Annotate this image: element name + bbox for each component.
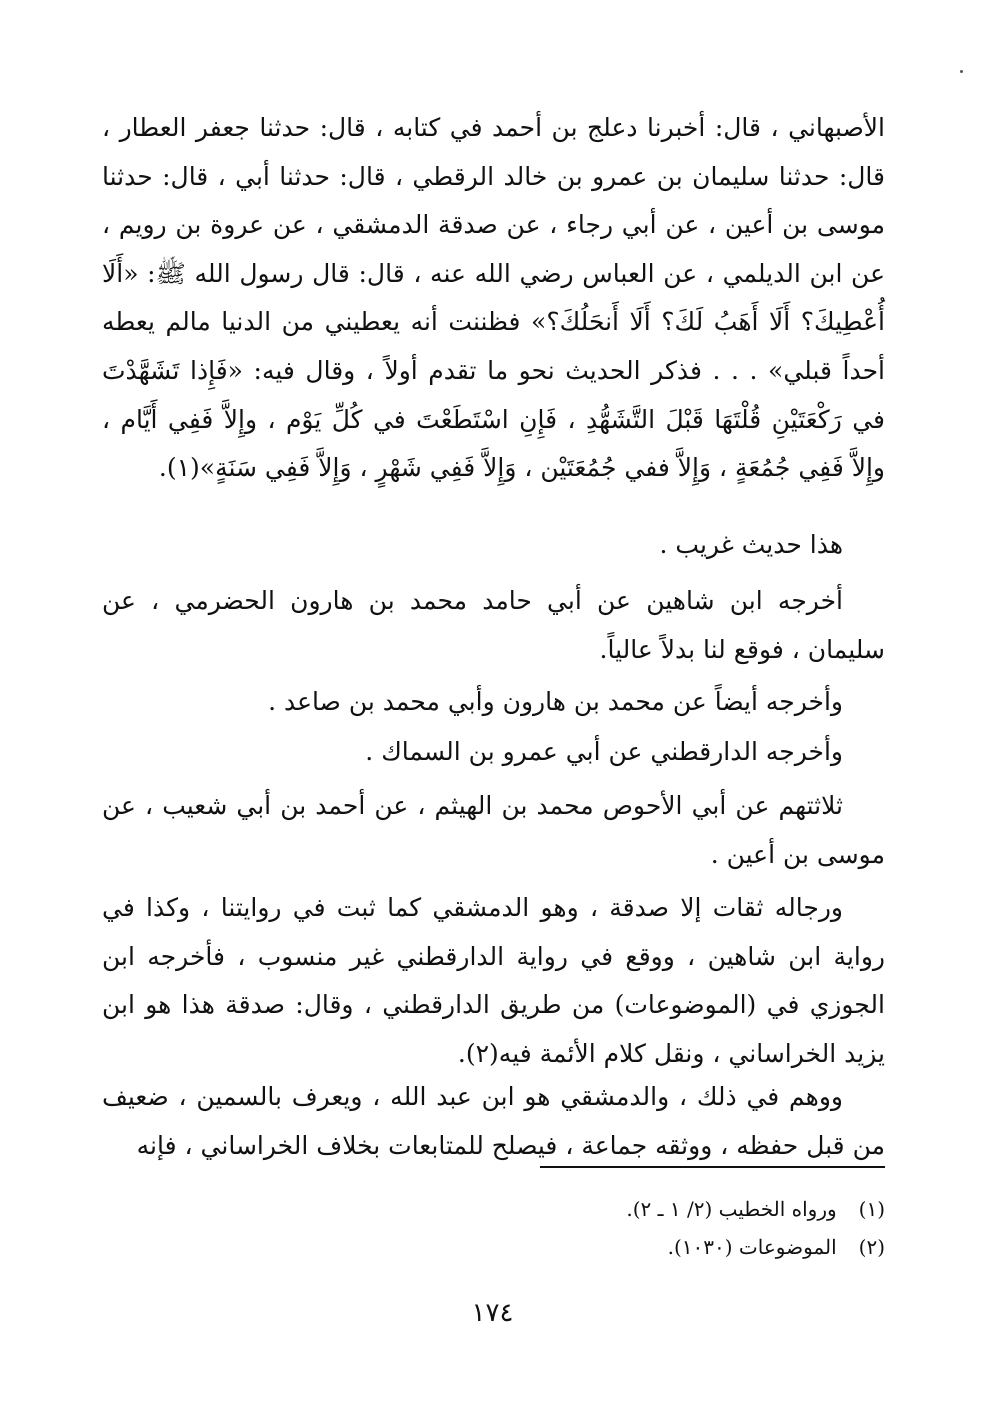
scan-speck bbox=[960, 70, 963, 73]
main-text-2 bbox=[102, 521, 885, 570]
footnote-1 bbox=[102, 1190, 885, 1228]
main-text-6 bbox=[102, 782, 885, 879]
footnote-number: (٢) bbox=[858, 1235, 885, 1259]
paragraph-wahm: ووهم في ذلك ، والدمشقي هو ابن عبد الله ، ويعرف بالسمين ، ضعيف من قبل حفظه ، ووثقه جماعة ، فيصلح للمتابعات بخلاف الخراساني ، فإنه bbox=[102, 1082, 885, 1160]
footnotes bbox=[102, 1190, 885, 1266]
paragraph-also: وأخرجه أيضاً عن محمد بن هارون وأبي محمد بن صاعد . bbox=[268, 687, 843, 716]
footnote-number: (١) bbox=[858, 1197, 885, 1221]
main-text-5 bbox=[102, 728, 885, 777]
footnote-text: الموضوعات (١٠٣٠). bbox=[667, 1235, 837, 1259]
main-text-4 bbox=[102, 678, 885, 727]
footnote-2 bbox=[102, 1228, 885, 1266]
paragraph-narrators: ورجاله ثقات إلا صدقة ، وهو الدمشقي كما ثبت في روايتنا ، وكذا في رواية ابن شاهين ، ووقع في رواية الدارقطني غير منسوب ، فأخرجه ابن الجوزي في (الموضوعات) من طريق الدارقطني ، وقال: صدقة هذا هو ابن يزيد الخراساني ، ونقل كلام الأئمة فيه(٢). bbox=[102, 893, 885, 1068]
footnote-text: ورواه الخطيب (٢/ ١ ـ ٢). bbox=[626, 1197, 837, 1221]
main-text-3 bbox=[102, 577, 885, 674]
paragraph-ibn-shahin: أخرجه ابن شاهين عن أبي حامد محمد بن هارون الحضرمي ، عن سليمان ، فوقع لنا بدلاً عالياً. bbox=[102, 586, 885, 664]
paragraph-daraqutni: وأخرجه الدارقطني عن أبي عمرو بن السماك . bbox=[365, 737, 843, 766]
paragraph-three-of-them: ثلاثتهم عن أبي الأحوص محمد بن الهيثم ، عن أحمد بن أبي شعيب ، عن موسى بن أعين . bbox=[102, 791, 885, 869]
footnote-divider bbox=[540, 1166, 885, 1168]
paragraph-hadith-chain: الأصبهاني ، قال: أخبرنا دعلج بن أحمد في كتابه ، قال: حدثنا جعفر العطار ، قال: حدثنا سليمان بن عمرو بن خالد الرقطي ، قال: حدثنا أبي ، قال: حدثنا موسى بن أعين ، عن أبي رجاء ، عن صدقة الدمشقي ، عن عروة بن رويم ، عن ابن الديلمي ، عن العباس رضي الله عنه ، قال: قال رسول الله ﷺ: «أَلَا أُعْطِيكَ؟ أَلَا أَهَبُ لَكَ؟ أَلَا أَنحَلُكَ؟» فظننت أنه يعطيني من الدنيا مالم يعطه أحداً قبلي» . . . فذكر الحديث نحو ما تقدم أولاً ، وقال فيه: «فَإِذا تَشَهَّدْتَ في رَكْعَتَيْنِ قُلْتَهَا قَبْلَ التَّشَهُّدِ ، فَإِنِ اسْتَطَعْتَ في كُلِّ يَوْم ، وإِلاَّ فَفِي أَيَّام ، وإِلاَّ فَفِي جُمُعَةٍ ، وَإِلاَّ ففي جُمُعَتَيْن ، وَإِلاَّ فَفِي شَهْرٍ ، وَإِلاَّ فَفِي سَنَةٍ»(١). bbox=[102, 113, 885, 483]
main-text bbox=[102, 104, 885, 493]
main-text-7 bbox=[102, 884, 885, 1078]
main-text-8 bbox=[102, 1073, 885, 1170]
page-number: ١٧٤ bbox=[471, 1298, 514, 1328]
paragraph-grading: هذا حديث غريب . bbox=[659, 530, 843, 559]
